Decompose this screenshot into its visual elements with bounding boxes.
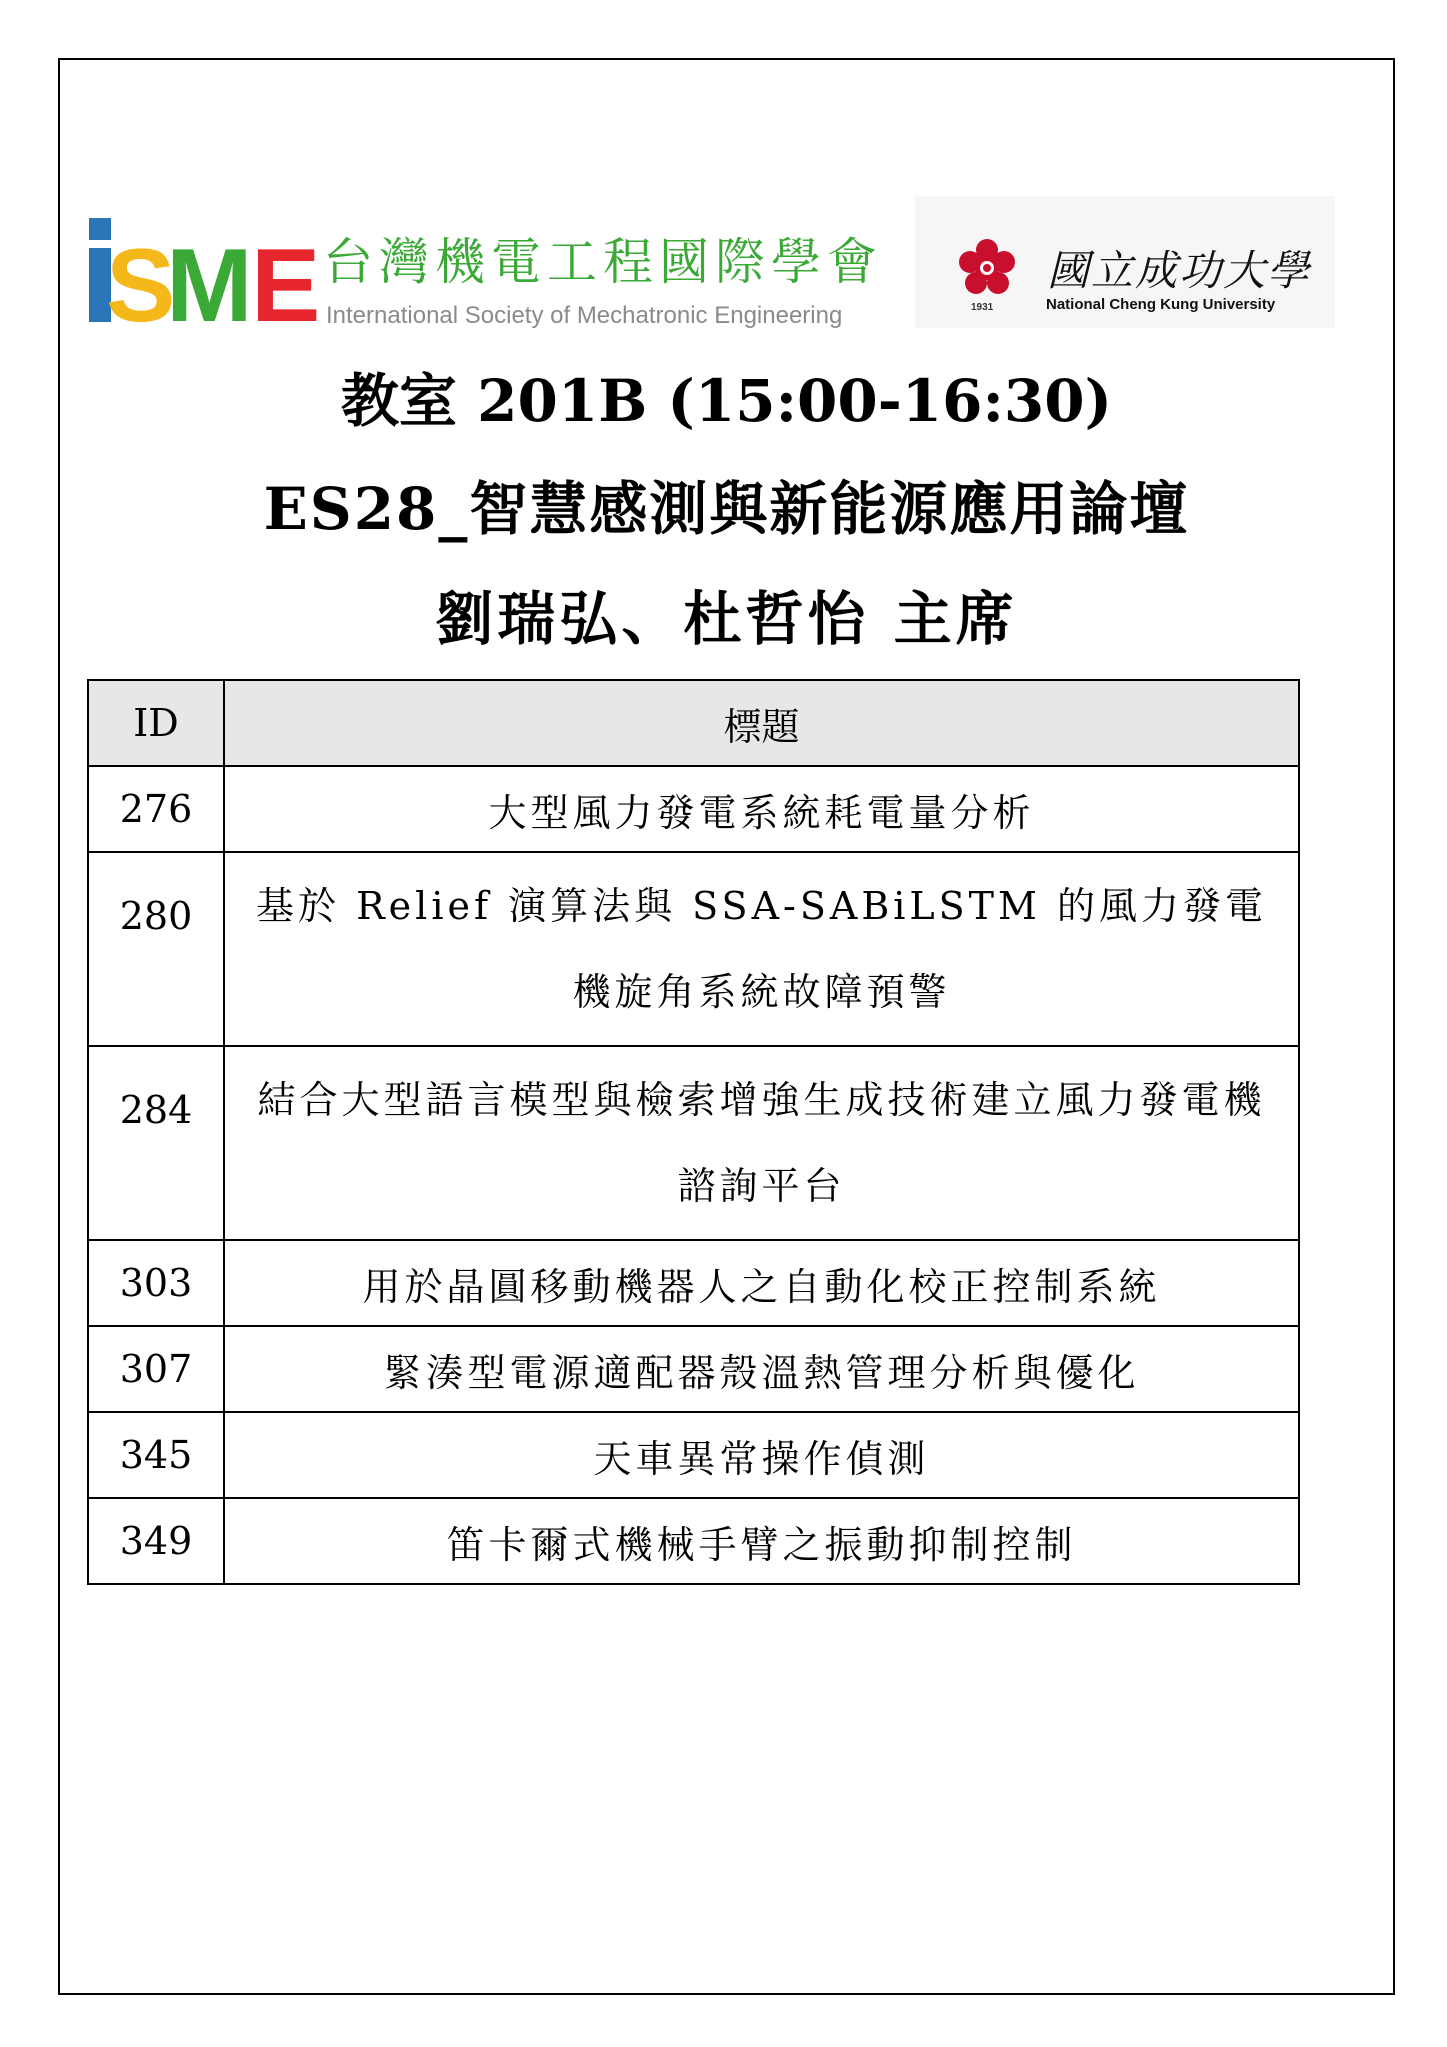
table-row [88, 1498, 1299, 1584]
column-header-title: 標題 [224, 680, 1299, 766]
session-title-heading: ES28_智慧感測與新能源應用論壇 [263, 475, 1190, 543]
column-header-id: ID [88, 680, 224, 766]
paper-title: 大型風力發電系統耗電量分析 [224, 766, 1299, 852]
isme-chinese-name: 台灣機電工程國際學會 [323, 233, 883, 291]
table-row [88, 766, 1299, 852]
isme-english-name: International Society of Mechatronic Engineering [326, 302, 843, 329]
table-row [88, 1326, 1299, 1412]
table-row [88, 1046, 1299, 1240]
paper-id: 345 [88, 1412, 224, 1498]
paper-id: 276 [88, 766, 224, 852]
table-header-row [88, 680, 1299, 766]
papers-table [87, 679, 1300, 1585]
paper-title: 天車異常操作偵測 [224, 1412, 1299, 1498]
paper-title: 笛卡爾式機械手臂之振動抑制控制 [224, 1498, 1299, 1584]
session-chairs-heading: 劉瑞弘、杜哲怡 主席 [435, 585, 1018, 653]
paper-title: 用於晶圓移動機器人之自動化校正控制系統 [224, 1240, 1299, 1326]
paper-id: 349 [88, 1498, 224, 1584]
paper-title: 結合大型語言模型與檢索增強生成技術建立風力發電機諮詢平台 [224, 1046, 1299, 1240]
ncku-flower-emblem-icon [957, 238, 1017, 298]
isme-logo [88, 218, 900, 344]
paper-id: 284 [88, 1046, 224, 1240]
isme-logo-mark: S M E [88, 218, 303, 328]
ncku-chinese-name: 國立成功大學 [1047, 246, 1312, 295]
ncku-founding-year: 1931 [971, 302, 994, 313]
table-row [88, 1412, 1299, 1498]
paper-id: 307 [88, 1326, 224, 1412]
room-time-heading: 教室 201B (15:00-16:30) [340, 367, 1113, 435]
table-row [88, 852, 1299, 1046]
paper-title: 緊湊型電源適配器殼溫熱管理分析與優化 [224, 1326, 1299, 1412]
table-row [88, 1240, 1299, 1326]
ncku-english-name: National Cheng Kung University [1046, 296, 1276, 313]
paper-id: 303 [88, 1240, 224, 1326]
ncku-logo [915, 196, 1335, 328]
paper-id: 280 [88, 852, 224, 1046]
paper-title: 基於 Relief 演算法與 SSA-SABiLSTM 的風力發電機旋角系統故障預警 [224, 852, 1299, 1046]
